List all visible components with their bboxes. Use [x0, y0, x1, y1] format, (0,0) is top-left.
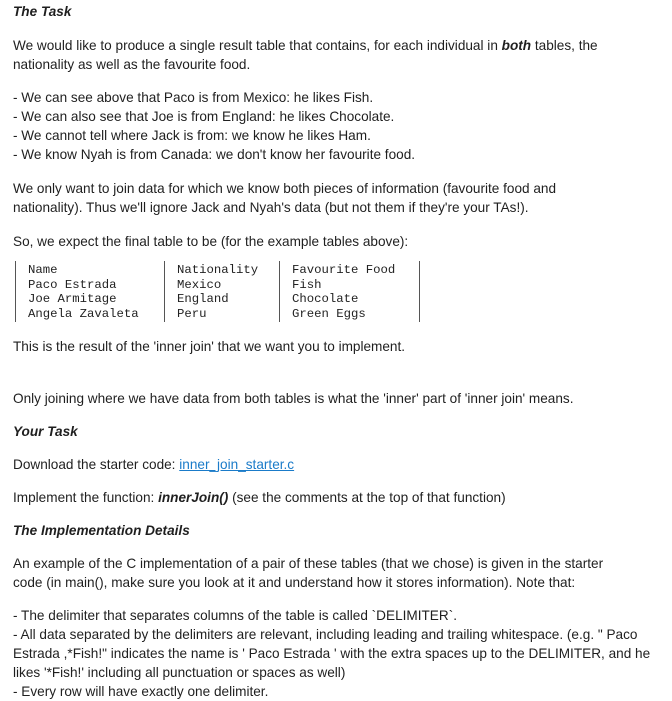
header-food: Favourite Food — [292, 263, 396, 277]
cell-nationality: England — [177, 292, 229, 306]
cell-food: Fish — [292, 277, 322, 292]
table-divider — [164, 261, 165, 322]
starter-code-link[interactable]: inner_join_starter.c — [179, 457, 295, 472]
cell-name: Paco Estrada — [28, 277, 117, 292]
column-name — [28, 263, 139, 321]
column-nationality — [177, 263, 258, 321]
fact-item: - We know Nyah is from Canada: we don't know her favourite food. — [13, 147, 416, 162]
cell-name: Angela Zavaleta — [28, 306, 139, 321]
impl-paragraph: An example of the C implementation of a pair of these tables (that we chose) is given in the starter code (in main(), make sure you look at it and understand how it stores information). Note that: — [13, 556, 604, 590]
notes-list — [13, 606, 658, 701]
join-paragraph: We only want to join data for which we know both pieces of information (favourite food and nationality). Thus we'll ignore Jack and Nyah's data (but not them if they're your TAs!). — [13, 181, 557, 215]
cell-nationality: Mexico — [177, 277, 222, 292]
intro-text-before: We would like to produce a single result table that contains, for each individual in — [13, 38, 502, 53]
task-heading: The Task — [13, 4, 72, 19]
intro-emphasis: both — [501, 38, 532, 53]
result-note: This is the result of the 'inner join' that we want you to implement. — [13, 339, 406, 354]
header-nationality: Nationality — [177, 263, 259, 277]
column-food — [292, 263, 395, 321]
implement-suffix: (see the comments at the top of that function) — [228, 490, 506, 505]
note-item: - All data separated by the delimiters are relevant, including leading and trailing whitespace. (e.g. " Paco Estrada ,*Fish!" indicates the name is ' Paco Estrada ' with the extra spaces up to the DELIMITER, and he likes '*Fish!' including all punctuation or spaces as well) — [13, 627, 651, 680]
inner-note: Only joining where we have data from both tables is what the 'inner' part of 'inner join' means. — [13, 391, 574, 406]
download-prefix: Download the starter code: — [13, 457, 180, 472]
result-table — [15, 263, 425, 323]
cell-name: Joe Armitage — [28, 292, 117, 306]
implement-line — [13, 488, 506, 507]
note-item: - The delimiter that separates columns of the table is called `DELIMITER`. — [13, 608, 457, 623]
function-name: innerJoin() — [158, 490, 229, 505]
table-divider — [279, 261, 280, 322]
facts-list — [13, 88, 415, 164]
expect-paragraph: So, we expect the final table to be (for the example tables above): — [13, 234, 409, 249]
note-item: - Every row will have exactly one delimiter. — [13, 684, 269, 699]
intro-paragraph — [13, 36, 643, 74]
header-name: Name — [28, 263, 58, 277]
cell-food: Green Eggs — [292, 306, 366, 321]
table-border-right — [419, 261, 420, 322]
cell-food: Chocolate — [292, 292, 359, 306]
your-task-heading: Your Task — [13, 424, 78, 439]
table-border-left — [15, 261, 16, 322]
intro-text-after: tables, the nationality as well as the favourite food. — [13, 38, 598, 72]
fact-item: - We can see above that Paco is from Mexico: he likes Fish. — [13, 90, 374, 105]
fact-item: - We cannot tell where Jack is from: we know he likes Ham. — [13, 128, 371, 143]
fact-item: - We can also see that Joe is from England: he likes Chocolate. — [13, 109, 395, 124]
cell-nationality: Peru — [177, 306, 207, 321]
implement-prefix: Implement the function: — [13, 490, 159, 505]
impl-details-heading: The Implementation Details — [13, 523, 190, 538]
download-line — [13, 455, 294, 474]
